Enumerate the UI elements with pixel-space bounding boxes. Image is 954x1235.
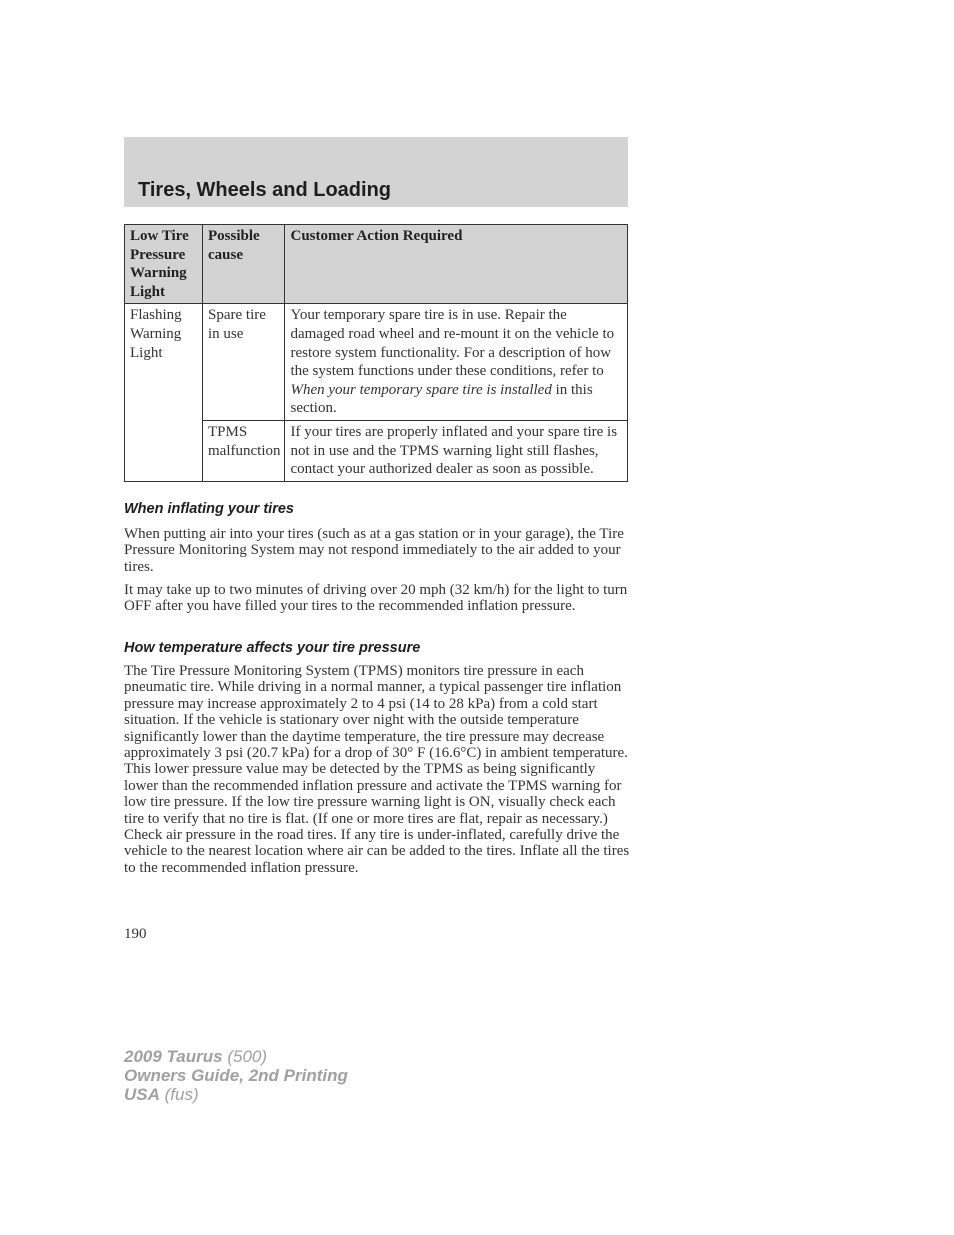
table-header-row (125, 225, 628, 304)
cross-reference: When your temporary spare tire is installed (290, 381, 552, 398)
page-number: 190 (124, 926, 147, 942)
tpms-warning-table (124, 224, 628, 482)
cell-warning-light: Flashing Warning Light (125, 304, 203, 481)
footer-model-code: (500) (227, 1047, 268, 1066)
section-heading-inflating: When inflating your tires (124, 501, 294, 517)
column-header-possible-cause: Possible cause (203, 225, 285, 304)
footer-line-market (124, 1085, 348, 1104)
footer-line-model (124, 1047, 348, 1066)
action-text: Your temporary spare tire is in use. Repair the damaged road wheel and re-mount it on the vehicle to restore system functionality. For a description of how the system functions under these conditions, refer to (290, 307, 615, 380)
cell-possible-cause: TPMS malfunction (203, 420, 285, 481)
page-title: Tires, Wheels and Loading (138, 179, 392, 201)
cell-customer-action: If your tires are properly inflated and your spare tire is not in use and the TPMS warning light still flashes, contact your authorized dealer as soon as possible. (285, 420, 628, 481)
table-row (125, 304, 628, 421)
document-footer (124, 1047, 348, 1104)
footer-edition: Owners Guide, 2nd Printing (124, 1066, 348, 1085)
footer-line-edition (124, 1066, 348, 1085)
footer-market-code: (fus) (164, 1085, 199, 1104)
cell-customer-action (285, 304, 628, 421)
section-heading-temperature: How temperature affects your tire pressure (124, 640, 421, 656)
column-header-customer-action: Customer Action Required (285, 225, 628, 304)
cell-possible-cause: Spare tire in use (203, 304, 285, 421)
action-text-end: in this section. (290, 381, 593, 417)
column-header-warning-light: Low Tire Pressure Warning Light (125, 225, 203, 304)
paragraph-inflating-2: It may take up to two minutes of driving over 20 mph (32 km/h) for the light to turn OFF after you have filled your tires to the recommended inflation pressure. (124, 582, 628, 615)
footer-market: USA (124, 1085, 160, 1104)
footer-model: 2009 Taurus (124, 1047, 223, 1066)
paragraph-temperature: The Tire Pressure Monitoring System (TPMS) monitors tire pressure in each pneumatic tire. While driving in a normal manner, a typical passenger tire inflation pressure may increase approximately 2 to 4 psi (14 to 28 kPa) from a cold start situation. If the vehicle is stationary over night with the outside temperature significantly lower than the daytime temperature, the tire pressure may decrease approximately 3 psi (20.7 kPa) for a drop of 30° F (16.6°C) in ambient temperature. This lower pressure value may be detected by the TPMS as being significantly lower than the recommended inflation pressure and activate the TPMS warning for low tire pressure. If the low tire pressure warning light is ON, visually check each tire to verify that no tire is flat. (If one or more tires are flat, repair as necessary.) Check air pressure in the road tires. If any tire is under-inflated, carefully drive the vehicle to the nearest location where air can be added to the tires. Inflate all the tires to the recommended inflation pressure. (124, 663, 630, 876)
paragraph-inflating-1: When putting air into your tires (such as at a gas station or in your garage), the Tire Pressure Monitoring System may not respond immediately to the air added to your tires. (124, 526, 624, 575)
